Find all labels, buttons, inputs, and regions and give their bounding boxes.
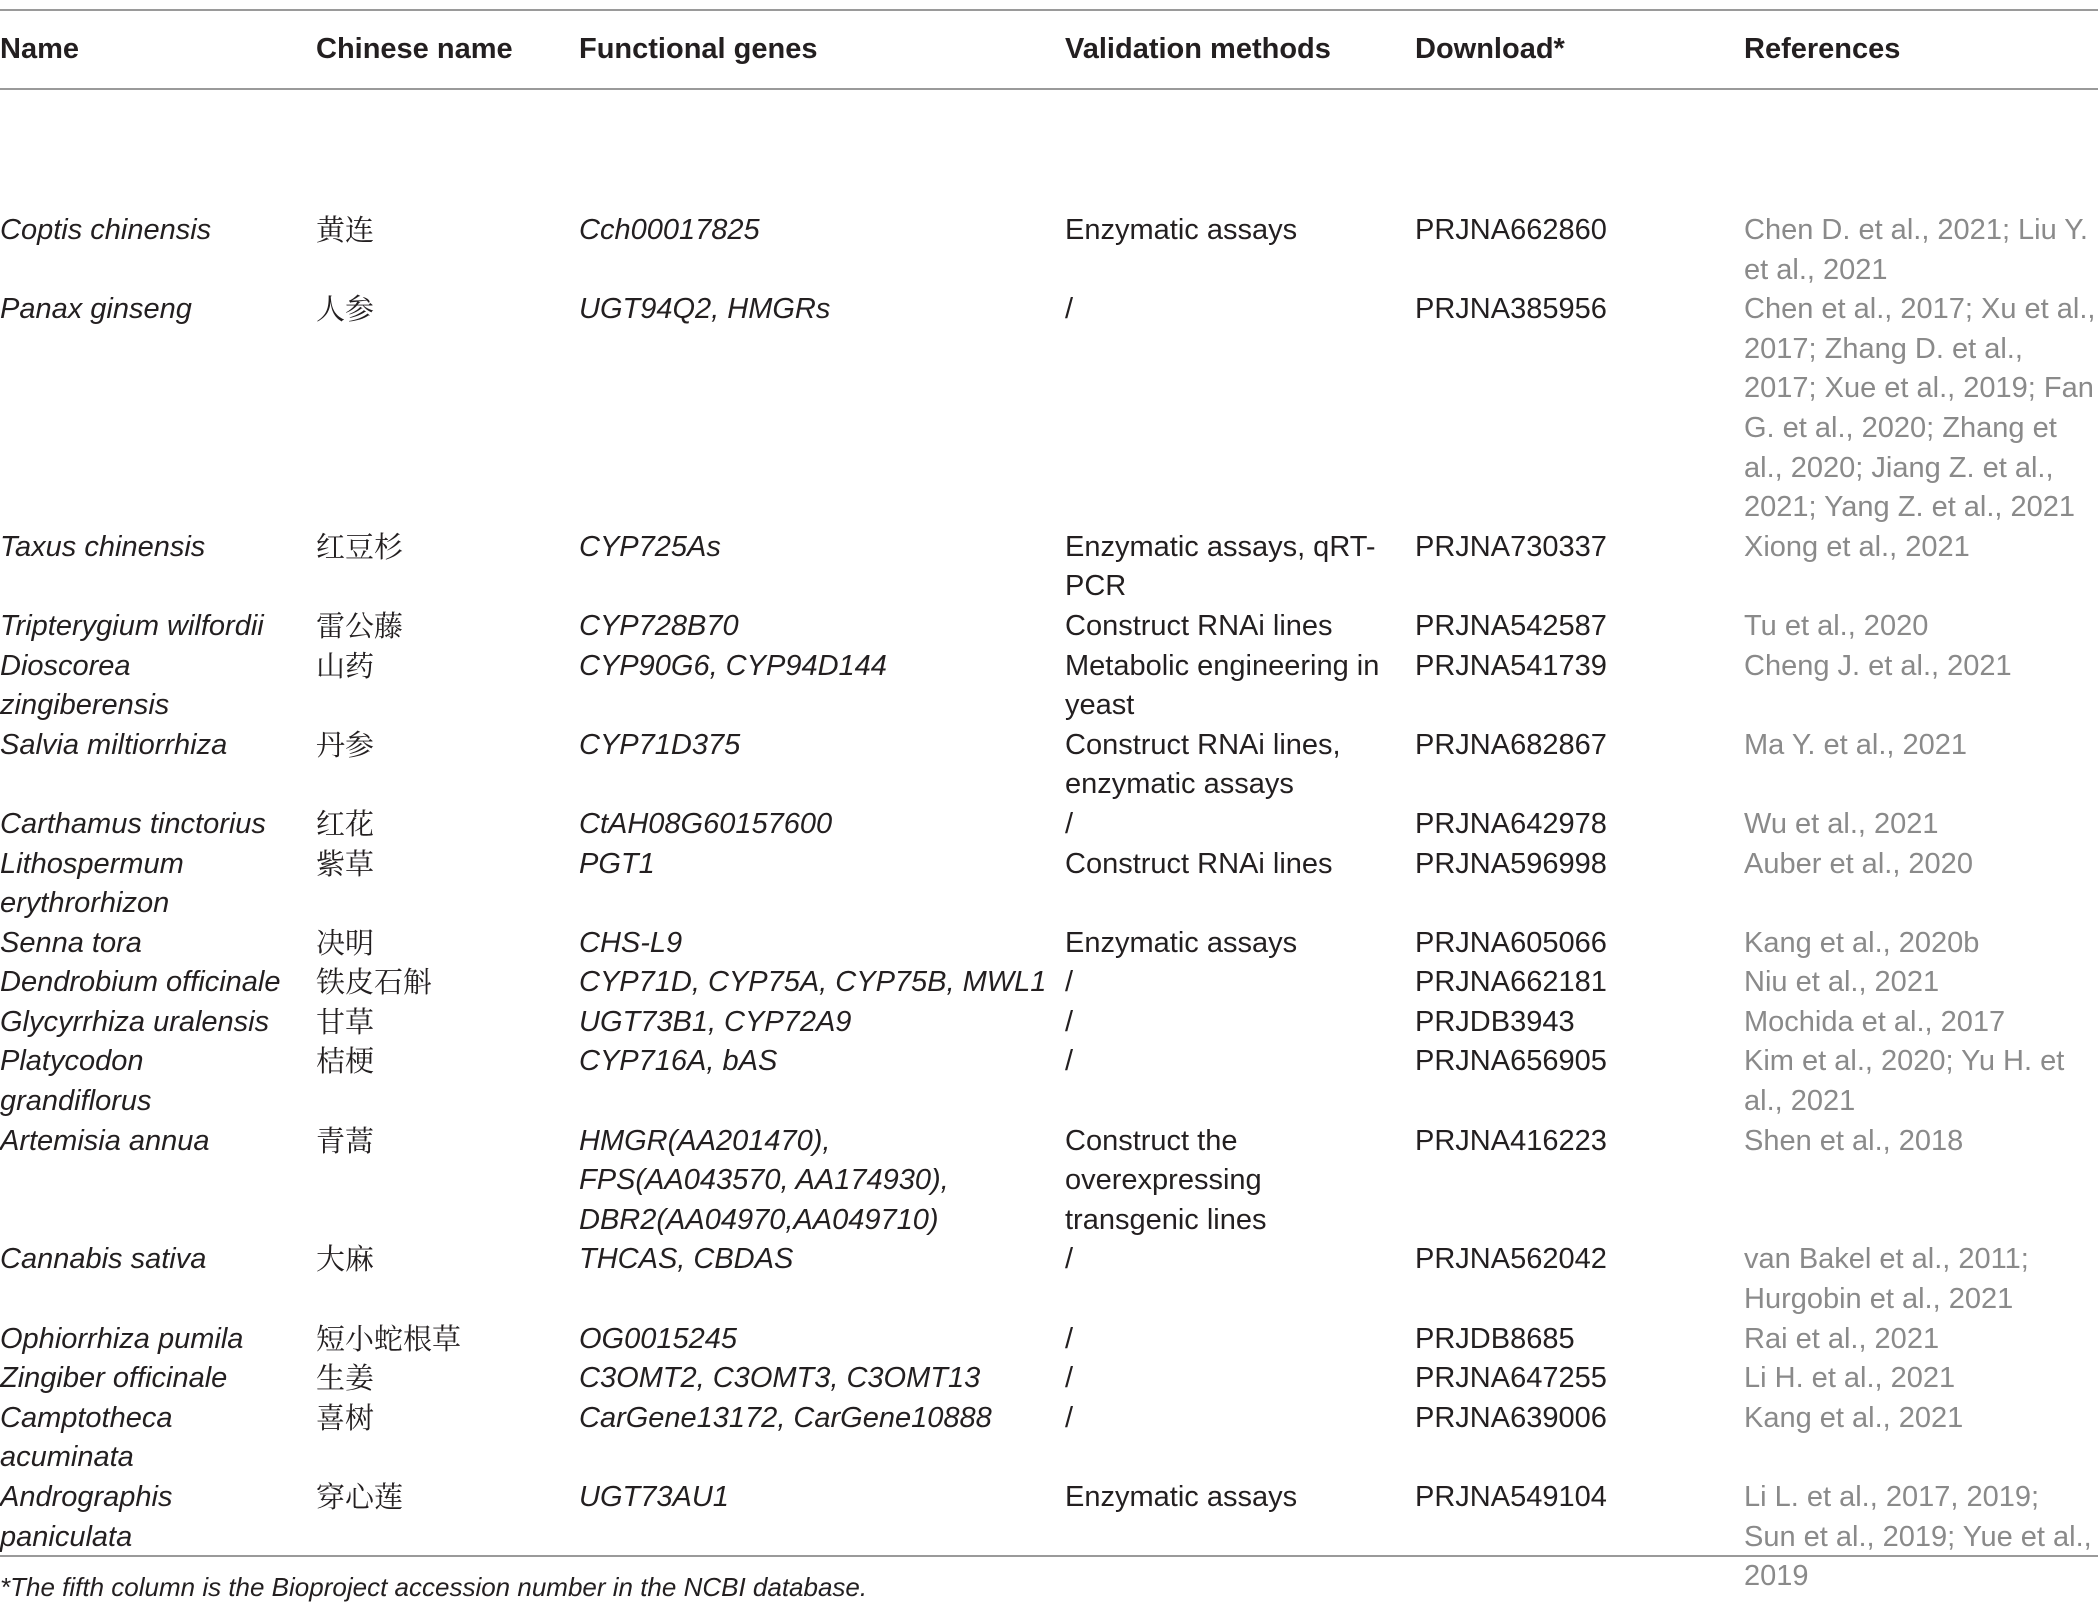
cell-functional-genes: CYP716A, bAS: [579, 1045, 778, 1078]
cell-validation-methods: /: [1065, 1243, 1074, 1276]
cell-species-name: Senna tora: [0, 926, 142, 959]
cell-validation-methods: Enzymatic assays: [1065, 214, 1298, 246]
cell-validation-methods: /: [1065, 966, 1074, 999]
cell-download: PRJNA542587: [1415, 609, 1607, 642]
cell-references: Chen D. et al., 2021; Liu Y. et al., 2021: [1744, 214, 2088, 286]
cell-species-name: Carthamus tinctorius: [0, 807, 266, 840]
cell-download: PRJNA642978: [1415, 807, 1607, 840]
table-row: [0, 1003, 2098, 1043]
cell-species-name: Glycyrrhiza uralensis: [0, 1005, 270, 1038]
cell-validation-methods: /: [1065, 1362, 1074, 1395]
header-references: References: [1744, 33, 1901, 66]
cell-functional-genes: CarGene13172, CarGene10888: [579, 1401, 992, 1434]
cell-functional-genes: CYP71D, CYP75A, CYP75B, MWL1: [579, 966, 1047, 999]
cell-references: Chen et al., 2017; Xu et al., 2017; Zhang D. et al., 2017; Xue et al., 2019; Fan G. et al., 2020; Zhang et al., 2020; Jiang Z. et al., 2021; Yang Z. et al., 2021: [1744, 293, 2096, 524]
table-row: [0, 1122, 2098, 1241]
cell-download: PRJNA596998: [1415, 847, 1607, 880]
cell-species-name: Coptis chinensis: [0, 214, 212, 246]
cell-validation-methods: /: [1065, 1005, 1074, 1038]
cell-references: Kang et al., 2021: [1744, 1401, 1964, 1434]
cell-references: Kang et al., 2020b: [1744, 926, 1980, 959]
cell-chinese-name: 短小蛇根草: [316, 1321, 462, 1356]
table-row: [0, 1320, 2098, 1360]
cell-species-name: Taxus chinensis: [0, 530, 206, 563]
cell-species-name: Platycodon grandiflorus: [0, 1045, 152, 1118]
cell-validation-methods: Metabolic engineering in yeast: [1065, 649, 1380, 722]
cell-functional-genes: THCAS, CBDAS: [579, 1243, 794, 1276]
cell-download: PRJNA730337: [1415, 530, 1607, 563]
cell-references: Kim et al., 2020; Yu H. et al., 2021: [1744, 1045, 2065, 1118]
cell-references: Wu et al., 2021: [1744, 807, 1939, 840]
table-row: [0, 924, 2098, 964]
cell-validation-methods: /: [1065, 1045, 1074, 1078]
table-row: [0, 647, 2098, 726]
cell-functional-genes: C3OMT2, C3OMT3, C3OMT13: [579, 1362, 981, 1395]
cell-functional-genes: CHS-L9: [579, 926, 683, 959]
cell-references: Xiong et al., 2021: [1744, 530, 1970, 563]
cell-species-name: Dioscorea zingiberensis: [0, 649, 170, 722]
cell-validation-methods: Enzymatic assays: [1065, 1481, 1298, 1513]
cell-validation-methods: Construct RNAi lines, enzymatic assays: [1065, 728, 1341, 801]
cell-validation-methods: /: [1065, 1401, 1074, 1434]
table-row: [0, 963, 2098, 1003]
cell-validation-methods: Construct the overexpressing transgenic lines: [1065, 1124, 1267, 1236]
cell-chinese-name: 青蒿: [316, 1123, 375, 1158]
cell-species-name: Andrographis paniculata: [0, 1481, 173, 1553]
table-row: [0, 1042, 2098, 1121]
cell-validation-methods: Enzymatic assays, qRT-PCR: [1065, 530, 1376, 603]
cell-functional-genes: CYP90G6, CYP94D144: [579, 649, 887, 682]
cell-download: PRJNA562042: [1415, 1243, 1607, 1276]
cell-chinese-name: 决明: [316, 925, 375, 960]
table-row: [0, 290, 2098, 528]
header-functional-genes: Functional genes: [579, 33, 818, 66]
cell-chinese-name: 喜树: [316, 1400, 375, 1435]
cell-functional-genes: UGT73B1, CYP72A9: [579, 1005, 852, 1038]
cell-species-name: Camptotheca acuminata: [0, 1401, 173, 1474]
cell-download: PRJNA682867: [1415, 728, 1607, 761]
cell-species-name: Artemisia annua: [0, 1124, 210, 1157]
cell-chinese-name: 人参: [316, 292, 375, 327]
header-name: Name: [0, 33, 79, 66]
cell-chinese-name: 雷公藤: [316, 608, 404, 643]
cell-validation-methods: /: [1065, 293, 1074, 326]
cell-chinese-name: 丹参: [316, 727, 375, 762]
cell-chinese-name: 红豆杉: [316, 529, 404, 564]
cell-species-name: Lithospermum erythrorhizon: [0, 847, 184, 920]
cell-references: Tu et al., 2020: [1744, 609, 1929, 642]
cell-chinese-name: 大麻: [316, 1242, 375, 1277]
cell-functional-genes: UGT73AU1: [579, 1481, 729, 1513]
table-footnote: *The fifth column is the Bioproject accession number in the NCBI database.: [0, 1572, 868, 1602]
cell-chinese-name: 生姜: [316, 1361, 375, 1396]
cell-species-name: Dendrobium officinale: [0, 966, 281, 999]
cell-references: Mochida et al., 2017: [1744, 1005, 2006, 1038]
cell-functional-genes: HMGR(AA201470), FPS(AA043570, AA174930), DBR2(AA04970,AA049710): [579, 1124, 949, 1236]
cell-download: PRJNA385956: [1415, 293, 1607, 326]
table-row: [0, 1399, 2098, 1478]
cell-download: PRJNA662181: [1415, 966, 1607, 999]
cell-chinese-name: 桔梗: [316, 1044, 375, 1079]
cell-references: Niu et al., 2021: [1744, 966, 1940, 999]
table-row: [0, 805, 2098, 845]
cell-chinese-name: 山药: [316, 648, 375, 683]
cell-validation-methods: /: [1065, 1322, 1074, 1355]
cell-functional-genes: OG0015245: [579, 1322, 738, 1355]
cell-references: Shen et al., 2018: [1744, 1124, 1964, 1157]
cell-species-name: Tripterygium wilfordii: [0, 609, 264, 642]
table-header-row: [0, 0, 2098, 100]
cell-download: PRJDB8685: [1415, 1322, 1575, 1355]
cell-chinese-name: 红花: [316, 806, 375, 841]
cell-validation-methods: Construct RNAi lines: [1065, 847, 1333, 880]
cell-download: PRJNA605066: [1415, 926, 1607, 959]
cell-download: PRJNA416223: [1415, 1124, 1607, 1157]
cell-references: Rai et al., 2021: [1744, 1322, 1940, 1355]
cell-download: PRJDB3943: [1415, 1005, 1575, 1038]
cell-references: Ma Y. et al., 2021: [1744, 728, 1968, 761]
table-row: [0, 1359, 2098, 1399]
header-download: Download*: [1415, 33, 1565, 66]
table-row: [0, 845, 2098, 924]
table-row: [0, 100, 2098, 290]
cell-download: PRJNA549104: [1415, 1481, 1607, 1513]
table-row: [0, 726, 2098, 805]
table-row: [0, 607, 2098, 647]
cell-species-name: Zingiber officinale: [0, 1362, 228, 1395]
cell-chinese-name: 黄连: [316, 213, 375, 247]
table-bottom-rule: [0, 1555, 2098, 1557]
cell-species-name: Ophiorrhiza pumila: [0, 1322, 244, 1355]
cell-functional-genes: Cch00017825: [579, 214, 760, 246]
cell-functional-genes: CYP728B70: [579, 609, 739, 642]
cell-functional-genes: CYP71D375: [579, 728, 741, 761]
cell-validation-methods: /: [1065, 807, 1074, 840]
table-row: [0, 1240, 2098, 1319]
cell-species-name: Cannabis sativa: [0, 1243, 207, 1276]
cell-references: Auber et al., 2020: [1744, 847, 1973, 880]
cell-download: PRJNA541739: [1415, 649, 1607, 682]
table-row: [0, 528, 2098, 607]
cell-chinese-name: 铁皮石斛: [316, 965, 433, 1000]
cell-validation-methods: Enzymatic assays: [1065, 926, 1298, 959]
cell-species-name: Panax ginseng: [0, 293, 192, 326]
cell-functional-genes: CtAH08G60157600: [579, 807, 833, 840]
cell-functional-genes: UGT94Q2, HMGRs: [579, 293, 831, 326]
cell-download: PRJNA662860: [1415, 214, 1607, 246]
cell-chinese-name: 紫草: [316, 846, 375, 881]
cell-references: Cheng J. et al., 2021: [1744, 649, 2012, 682]
header-chinese-name: Chinese name: [316, 33, 513, 66]
cell-chinese-name: 穿心莲: [316, 1480, 404, 1514]
cell-references: Li L. et al., 2017, 2019; Sun et al., 2019; Yue et al., 2019: [1744, 1481, 2092, 1593]
cell-chinese-name: 甘草: [316, 1004, 375, 1039]
cell-references: van Bakel et al., 2011; Hurgobin et al., 2021: [1744, 1243, 2029, 1316]
cell-functional-genes: PGT1: [579, 847, 655, 880]
cell-download: PRJNA647255: [1415, 1362, 1607, 1395]
header-validation-methods: Validation methods: [1065, 33, 1331, 66]
cell-download: PRJNA639006: [1415, 1401, 1607, 1434]
cell-functional-genes: CYP725As: [579, 530, 721, 563]
cell-validation-methods: Construct RNAi lines: [1065, 609, 1333, 642]
cell-references: Li H. et al., 2021: [1744, 1362, 1956, 1395]
cell-species-name: Salvia miltiorrhiza: [0, 728, 228, 761]
cell-download: PRJNA656905: [1415, 1045, 1607, 1078]
